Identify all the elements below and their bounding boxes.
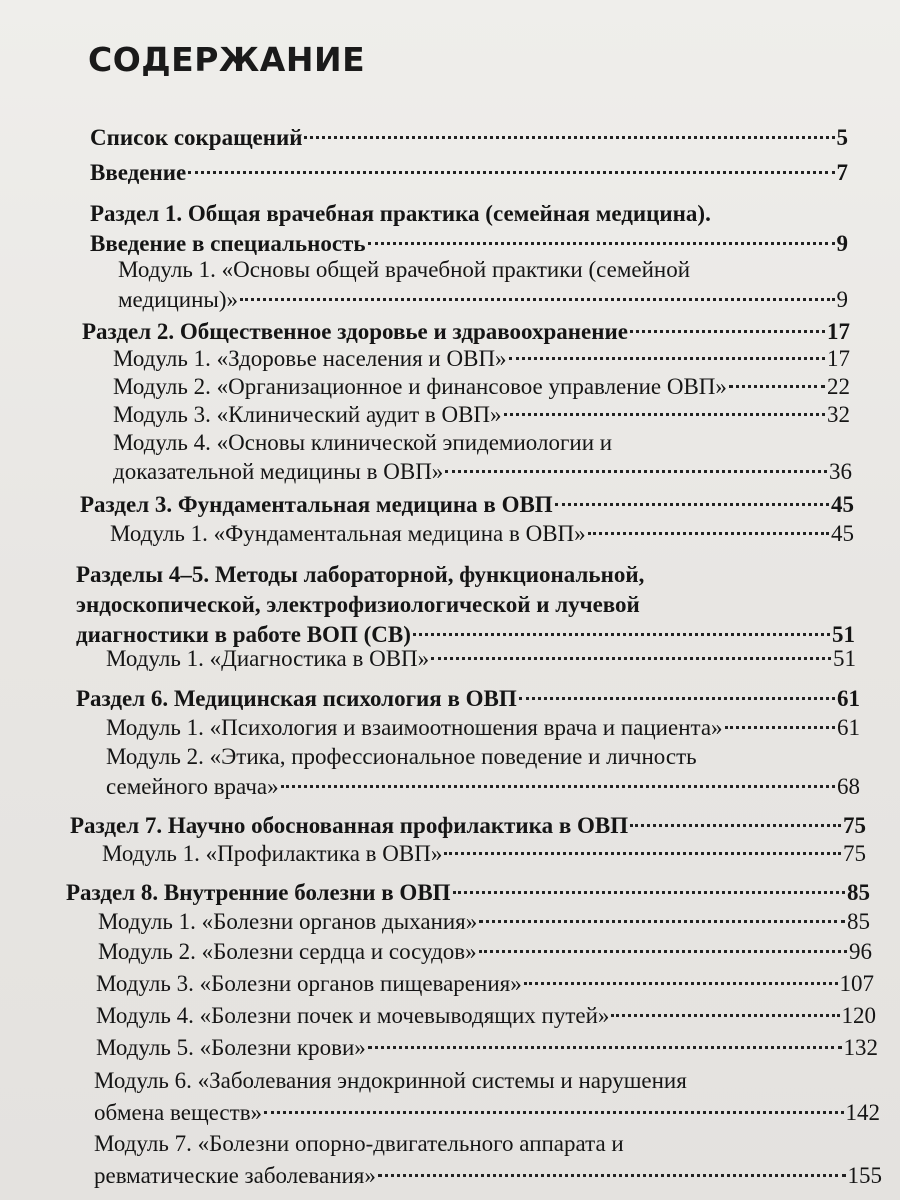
leader-dots bbox=[729, 385, 825, 388]
toc-page-number: 7 bbox=[836, 160, 848, 185]
toc-entry-title: Раздел 1. Общая врачебная практика (семейная медицина). bbox=[90, 201, 711, 226]
toc-module bbox=[113, 427, 852, 491]
toc-page-number: 45 bbox=[831, 521, 854, 546]
leader-dots bbox=[519, 697, 835, 700]
toc-entry-title-continued: Введение в специальность bbox=[90, 231, 366, 256]
toc-module bbox=[106, 643, 856, 677]
leader-dots bbox=[479, 920, 845, 923]
toc-page-number: 17 bbox=[827, 319, 850, 344]
toc-page-number: 68 bbox=[837, 774, 860, 799]
toc-entry-title: Раздел 6. Медицинская психология в ОВП bbox=[76, 686, 517, 711]
toc-page-number: 5 bbox=[836, 125, 848, 150]
toc-page-number: 107 bbox=[839, 971, 874, 996]
toc-entry-title: Список сокращений bbox=[90, 125, 303, 150]
toc-entry-title: Модуль 1. «Основы общей врачебной практики (семейной bbox=[118, 257, 691, 282]
toc-entry bbox=[90, 157, 848, 191]
toc-entry-title: Раздел 2. Общественное здоровье и здравоохранение bbox=[82, 319, 628, 344]
leader-dots bbox=[555, 503, 829, 506]
toc-entry-title: Модуль 1. «Психология и взаимоотношения врача и пациента» bbox=[106, 715, 723, 740]
toc-entry-title: Модуль 4. «Основы клинической эпидемиологии и bbox=[113, 430, 613, 455]
toc-entry-title: Модуль 3. «Болезни органов пищеварения» bbox=[96, 971, 522, 996]
toc-entry-title: Модуль 1. «Диагностика в ОВП» bbox=[106, 646, 430, 671]
toc-page-number: 75 bbox=[843, 813, 866, 838]
toc-page-number: 51 bbox=[833, 646, 856, 671]
toc-page-number: 51 bbox=[832, 622, 855, 647]
toc-module bbox=[96, 1032, 878, 1066]
leader-dots bbox=[188, 171, 834, 174]
leader-dots bbox=[630, 824, 841, 827]
leader-dots bbox=[611, 1014, 839, 1017]
toc-entry-title: Модуль 1. «Болезни органов дыхания» bbox=[98, 909, 478, 934]
toc-page-number: 142 bbox=[845, 1100, 880, 1125]
toc-entry bbox=[90, 122, 848, 156]
toc-page-number: 36 bbox=[829, 459, 852, 484]
leader-dots bbox=[431, 657, 831, 660]
leader-dots bbox=[378, 1174, 846, 1177]
toc-section bbox=[90, 198, 848, 262]
leader-dots bbox=[630, 330, 825, 333]
toc-page-number: 120 bbox=[841, 1003, 876, 1028]
toc-entry-title: Модуль 5. «Болезни крови» bbox=[96, 1035, 366, 1060]
toc-page-number: 17 bbox=[827, 346, 850, 371]
leader-dots bbox=[524, 982, 838, 985]
toc-section bbox=[76, 559, 855, 655]
toc-entry-title-continued: медицины)» bbox=[118, 287, 239, 312]
toc-page-number: 85 bbox=[847, 909, 870, 934]
toc-entry-title-continued: диагностики в работе ВОП (СВ) bbox=[76, 622, 411, 647]
toc-entry-title-continued: семейного врача» bbox=[106, 774, 279, 799]
toc-page-number: 9 bbox=[836, 231, 848, 256]
toc-entry-title: Модуль 1. «Фундаментальная медицина в ОВП» bbox=[110, 521, 586, 546]
toc-entry-title: Модуль 2. «Организационное и финансовое управление ОВП» bbox=[113, 374, 727, 399]
toc-entry-title-continued: обмена веществ» bbox=[94, 1100, 263, 1125]
leader-dots bbox=[588, 532, 829, 535]
leader-dots bbox=[281, 785, 835, 788]
toc-entry-title: Модуль 2. «Этика, профессиональное поведение и личность bbox=[106, 744, 697, 769]
toc-page-number: 75 bbox=[843, 841, 866, 866]
toc-module bbox=[98, 936, 872, 970]
leader-dots bbox=[509, 357, 825, 360]
toc-entry-title: Модуль 6. «Заболевания эндокринной системы и нарушения bbox=[94, 1068, 687, 1093]
toc-entry-title: Модуль 7. «Болезни опорно-двигательного аппарата и bbox=[94, 1131, 624, 1156]
toc-page-number: 61 bbox=[837, 715, 860, 740]
leader-dots bbox=[504, 413, 825, 416]
toc-module bbox=[94, 1128, 882, 1192]
toc-module bbox=[96, 1000, 876, 1034]
leader-dots bbox=[264, 1111, 843, 1114]
leader-dots bbox=[725, 726, 835, 729]
toc-module bbox=[96, 968, 874, 1002]
toc-page-number: 45 bbox=[831, 492, 854, 517]
toc-entry-title: Модуль 4. «Болезни почек и мочевыводящих путей» bbox=[96, 1003, 610, 1028]
leader-dots bbox=[453, 891, 845, 894]
toc-entry-title-continued: ревматические заболевания» bbox=[94, 1163, 376, 1188]
toc-page-number: 9 bbox=[836, 287, 848, 312]
toc-entry-title-continued: эндоскопической, электрофизиологической и лучевой bbox=[76, 592, 640, 617]
toc-module bbox=[102, 838, 866, 872]
toc-entry-title-continued: доказательной медицины в ОВП» bbox=[113, 459, 444, 484]
toc-page-number: 155 bbox=[847, 1163, 882, 1188]
leader-dots bbox=[444, 852, 841, 855]
toc-entry-title: Модуль 1. «Профилактика в ОВП» bbox=[102, 841, 443, 866]
toc-page-number: 132 bbox=[843, 1035, 878, 1060]
leader-dots bbox=[304, 136, 834, 139]
page-title: СОДЕРЖАНИЕ bbox=[88, 40, 366, 79]
leader-dots bbox=[368, 242, 835, 245]
toc-module bbox=[118, 254, 848, 318]
toc-entry-title: Раздел 7. Научно обоснованная профилактика в ОВП bbox=[70, 813, 629, 838]
toc-entry-title: Введение bbox=[90, 160, 187, 185]
toc-entry-title: Разделы 4–5. Методы лабораторной, функциональной, bbox=[76, 562, 645, 587]
toc-module bbox=[110, 518, 854, 552]
leader-dots bbox=[413, 633, 830, 636]
toc-page-number: 85 bbox=[847, 880, 870, 905]
leader-dots bbox=[368, 1046, 842, 1049]
toc-entry-title: Раздел 3. Фундаментальная медицина в ОВП bbox=[80, 492, 553, 517]
toc-entry-title: Раздел 8. Внутренние болезни в ОВП bbox=[66, 880, 451, 905]
toc-page-number: 96 bbox=[849, 939, 872, 964]
toc-entry-title: Модуль 3. «Клинический аудит в ОВП» bbox=[113, 402, 502, 427]
toc-page-number: 22 bbox=[827, 374, 850, 399]
leader-dots bbox=[240, 298, 834, 301]
toc-page-number: 61 bbox=[837, 686, 860, 711]
toc-entry-title: Модуль 1. «Здоровье населения и ОВП» bbox=[113, 346, 507, 371]
toc-page-number: 32 bbox=[827, 402, 850, 427]
leader-dots bbox=[445, 470, 827, 473]
toc-module bbox=[98, 906, 870, 940]
toc-module bbox=[106, 741, 860, 805]
toc-module bbox=[94, 1065, 880, 1129]
leader-dots bbox=[479, 950, 847, 953]
toc-entry-title: Модуль 2. «Болезни сердца и сосудов» bbox=[98, 939, 477, 964]
